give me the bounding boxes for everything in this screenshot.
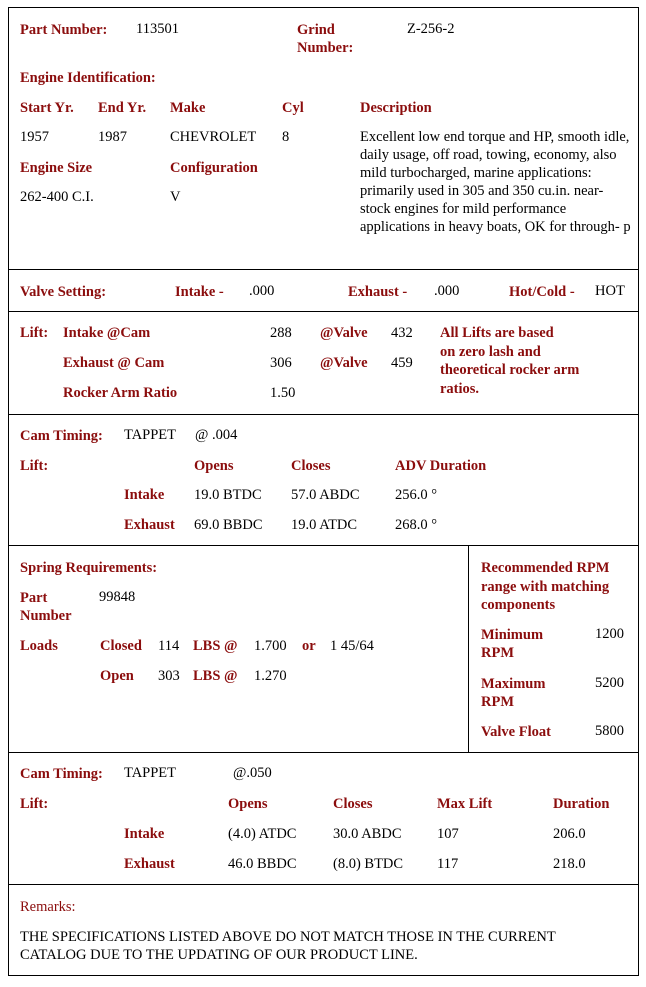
intake-cam-label: Intake @Cam (63, 325, 151, 341)
max-lift-header: Max Lift (437, 796, 493, 812)
engine-identification-title: Engine Identification: (20, 70, 156, 86)
duration-value: 218.0 (553, 856, 586, 872)
opens-header: Opens (228, 796, 268, 812)
closes-value: 30.0 ABDC (333, 826, 402, 842)
engine-size-value: 262-400 C.I. (20, 189, 94, 205)
configuration-label: Configuration (170, 160, 258, 176)
rocker-arm-ratio-label: Rocker Arm Ratio (63, 385, 178, 401)
max-rpm-label: Maximum (481, 676, 546, 692)
open-label: Open (100, 668, 134, 684)
opens-value: (4.0) ATDC (228, 826, 297, 842)
section-divider (9, 269, 638, 270)
rpm-title-line-2: range with matching (481, 579, 610, 595)
valve-float-value: 5800 (595, 723, 624, 739)
exhaust-valve-label: @Valve (320, 355, 368, 371)
intake-cam-value: 288 (270, 325, 292, 341)
valve-exhaust-value: .000 (434, 283, 460, 299)
loads-label: Loads (20, 638, 58, 654)
min-rpm-label: Minimum (481, 627, 544, 643)
configuration-value: V (170, 189, 181, 205)
grind-number-label: Grind (297, 22, 335, 38)
description-label: Description (360, 100, 432, 116)
lbs-at-label: LBS @ (193, 638, 238, 654)
closed-height-value: 1.700 (254, 638, 287, 654)
closed-lbs-value: 114 (158, 638, 180, 654)
tappet-at-value: @ .004 (195, 427, 238, 443)
rpm-column-divider (468, 545, 469, 752)
opens-header: Opens (194, 458, 234, 474)
lift-label: Lift: (20, 458, 49, 474)
start-year-label: Start Yr. (20, 100, 74, 116)
section-divider (9, 884, 638, 885)
closes-header: Closes (333, 796, 373, 812)
rpm-title-line-3: components (481, 597, 556, 613)
cyl-value: 8 (282, 129, 290, 145)
open-height-value: 1.270 (254, 668, 287, 684)
grind-number-value: Z-256-2 (407, 21, 455, 37)
spring-part-label-2: Number (20, 608, 72, 624)
exhaust-cam-label: Exhaust @ Cam (63, 355, 165, 371)
lift-note-line-4: ratios. (440, 381, 480, 397)
cam-timing-label: Cam Timing: (20, 428, 103, 444)
closes-value: (8.0) BTDC (333, 856, 404, 872)
closes-value: 57.0 ABDC (291, 487, 360, 503)
min-rpm-value: 1200 (595, 626, 624, 642)
exhaust-cam-value: 306 (270, 355, 292, 371)
duration-header: Duration (553, 796, 610, 812)
opens-value: 19.0 BTDC (194, 487, 262, 503)
intake-valve-label: @Valve (320, 325, 368, 341)
section-divider (9, 414, 638, 415)
max-rpm-value: 5200 (595, 675, 624, 691)
valve-exhaust-label: Exhaust - (348, 284, 408, 300)
lift-note-line-2: on zero lash and (440, 344, 541, 360)
tappet-value: TAPPET (124, 765, 177, 781)
tappet-at-value: @.050 (233, 765, 272, 781)
end-year-value: 1987 (98, 129, 127, 145)
duration-value: 268.0 ° (395, 517, 438, 533)
part-number-label: Part Number: (20, 22, 108, 38)
open-lbs-value: 303 (158, 668, 180, 684)
closes-value: 19.0 ATDC (291, 517, 358, 533)
start-year-value: 1957 (20, 129, 49, 145)
valve-setting-label: Valve Setting: (20, 284, 107, 300)
cam-timing-label: Cam Timing: (20, 766, 103, 782)
tappet-value: TAPPET (124, 427, 177, 443)
max-rpm-label-2: RPM (481, 694, 515, 710)
row-name: Intake (124, 826, 165, 842)
opens-value: 69.0 BBDC (194, 517, 263, 533)
make-value: CHEVROLET (170, 129, 257, 145)
lift-note-line-1: All Lifts are based (440, 325, 554, 341)
exhaust-valve-value: 459 (391, 355, 413, 371)
lift-label: Lift: (20, 796, 49, 812)
spring-part-number: 99848 (99, 589, 136, 605)
part-number-value: 113501 (136, 21, 179, 37)
row-name: Intake (124, 487, 165, 503)
valve-intake-label: Intake - (175, 284, 224, 300)
max-lift-value: 117 (437, 856, 459, 872)
max-lift-value: 107 (437, 826, 459, 842)
row-name: Exhaust (124, 856, 175, 872)
min-rpm-label-2: RPM (481, 645, 515, 661)
end-year-label: End Yr. (98, 100, 147, 116)
duration-value: 256.0 ° (395, 487, 438, 503)
closed-label: Closed (100, 638, 142, 654)
spring-requirements-title: Spring Requirements: (20, 560, 158, 576)
rocker-arm-ratio-value: 1.50 (270, 385, 296, 401)
section-divider (9, 545, 638, 546)
remarks-text-line-1: THE SPECIFICATIONS LISTED ABOVE DO NOT MATCH THOSE IN THE CURRENT (20, 929, 556, 945)
remarks-label: Remarks: (20, 899, 76, 915)
valve-intake-value: .000 (249, 283, 275, 299)
row-name: Exhaust (124, 517, 175, 533)
adv-duration-header: ADV Duration (395, 458, 487, 474)
grind-number-label-2: Number: (297, 40, 354, 56)
remarks-text-line-2: CATALOG DUE TO THE UPDATING OF OUR PRODUCT LINE. (20, 947, 418, 963)
valve-float-label: Valve Float (481, 724, 551, 740)
closes-header: Closes (291, 458, 331, 474)
lbs-at-label: LBS @ (193, 668, 238, 684)
section-divider (9, 311, 638, 312)
lift-label: Lift: (20, 325, 49, 341)
or-label: or (302, 638, 316, 654)
description-value: Excellent low end torque and HP, smooth idle, daily usage, off road, towing, economy, also mild turbocharged, marine applications: primarily used in 305 and 350 cu.in. near- stock engines for mild performance applications in heavy boats, OK for through- p (360, 129, 631, 235)
section-divider (9, 752, 638, 753)
lift-note-line-3: theoretical rocker arm (440, 362, 580, 378)
hot-cold-label: Hot/Cold - (509, 284, 575, 300)
opens-value: 46.0 BBDC (228, 856, 297, 872)
engine-size-label: Engine Size (20, 160, 93, 176)
make-label: Make (170, 100, 206, 116)
duration-value: 206.0 (553, 826, 586, 842)
rpm-title-line-1: Recommended RPM (481, 560, 610, 576)
closed-fraction-value: 1 45/64 (330, 638, 374, 654)
cyl-label: Cyl (282, 100, 304, 116)
intake-valve-value: 432 (391, 325, 413, 341)
spring-part-label: Part (20, 590, 48, 606)
hot-cold-value: HOT (595, 283, 625, 299)
